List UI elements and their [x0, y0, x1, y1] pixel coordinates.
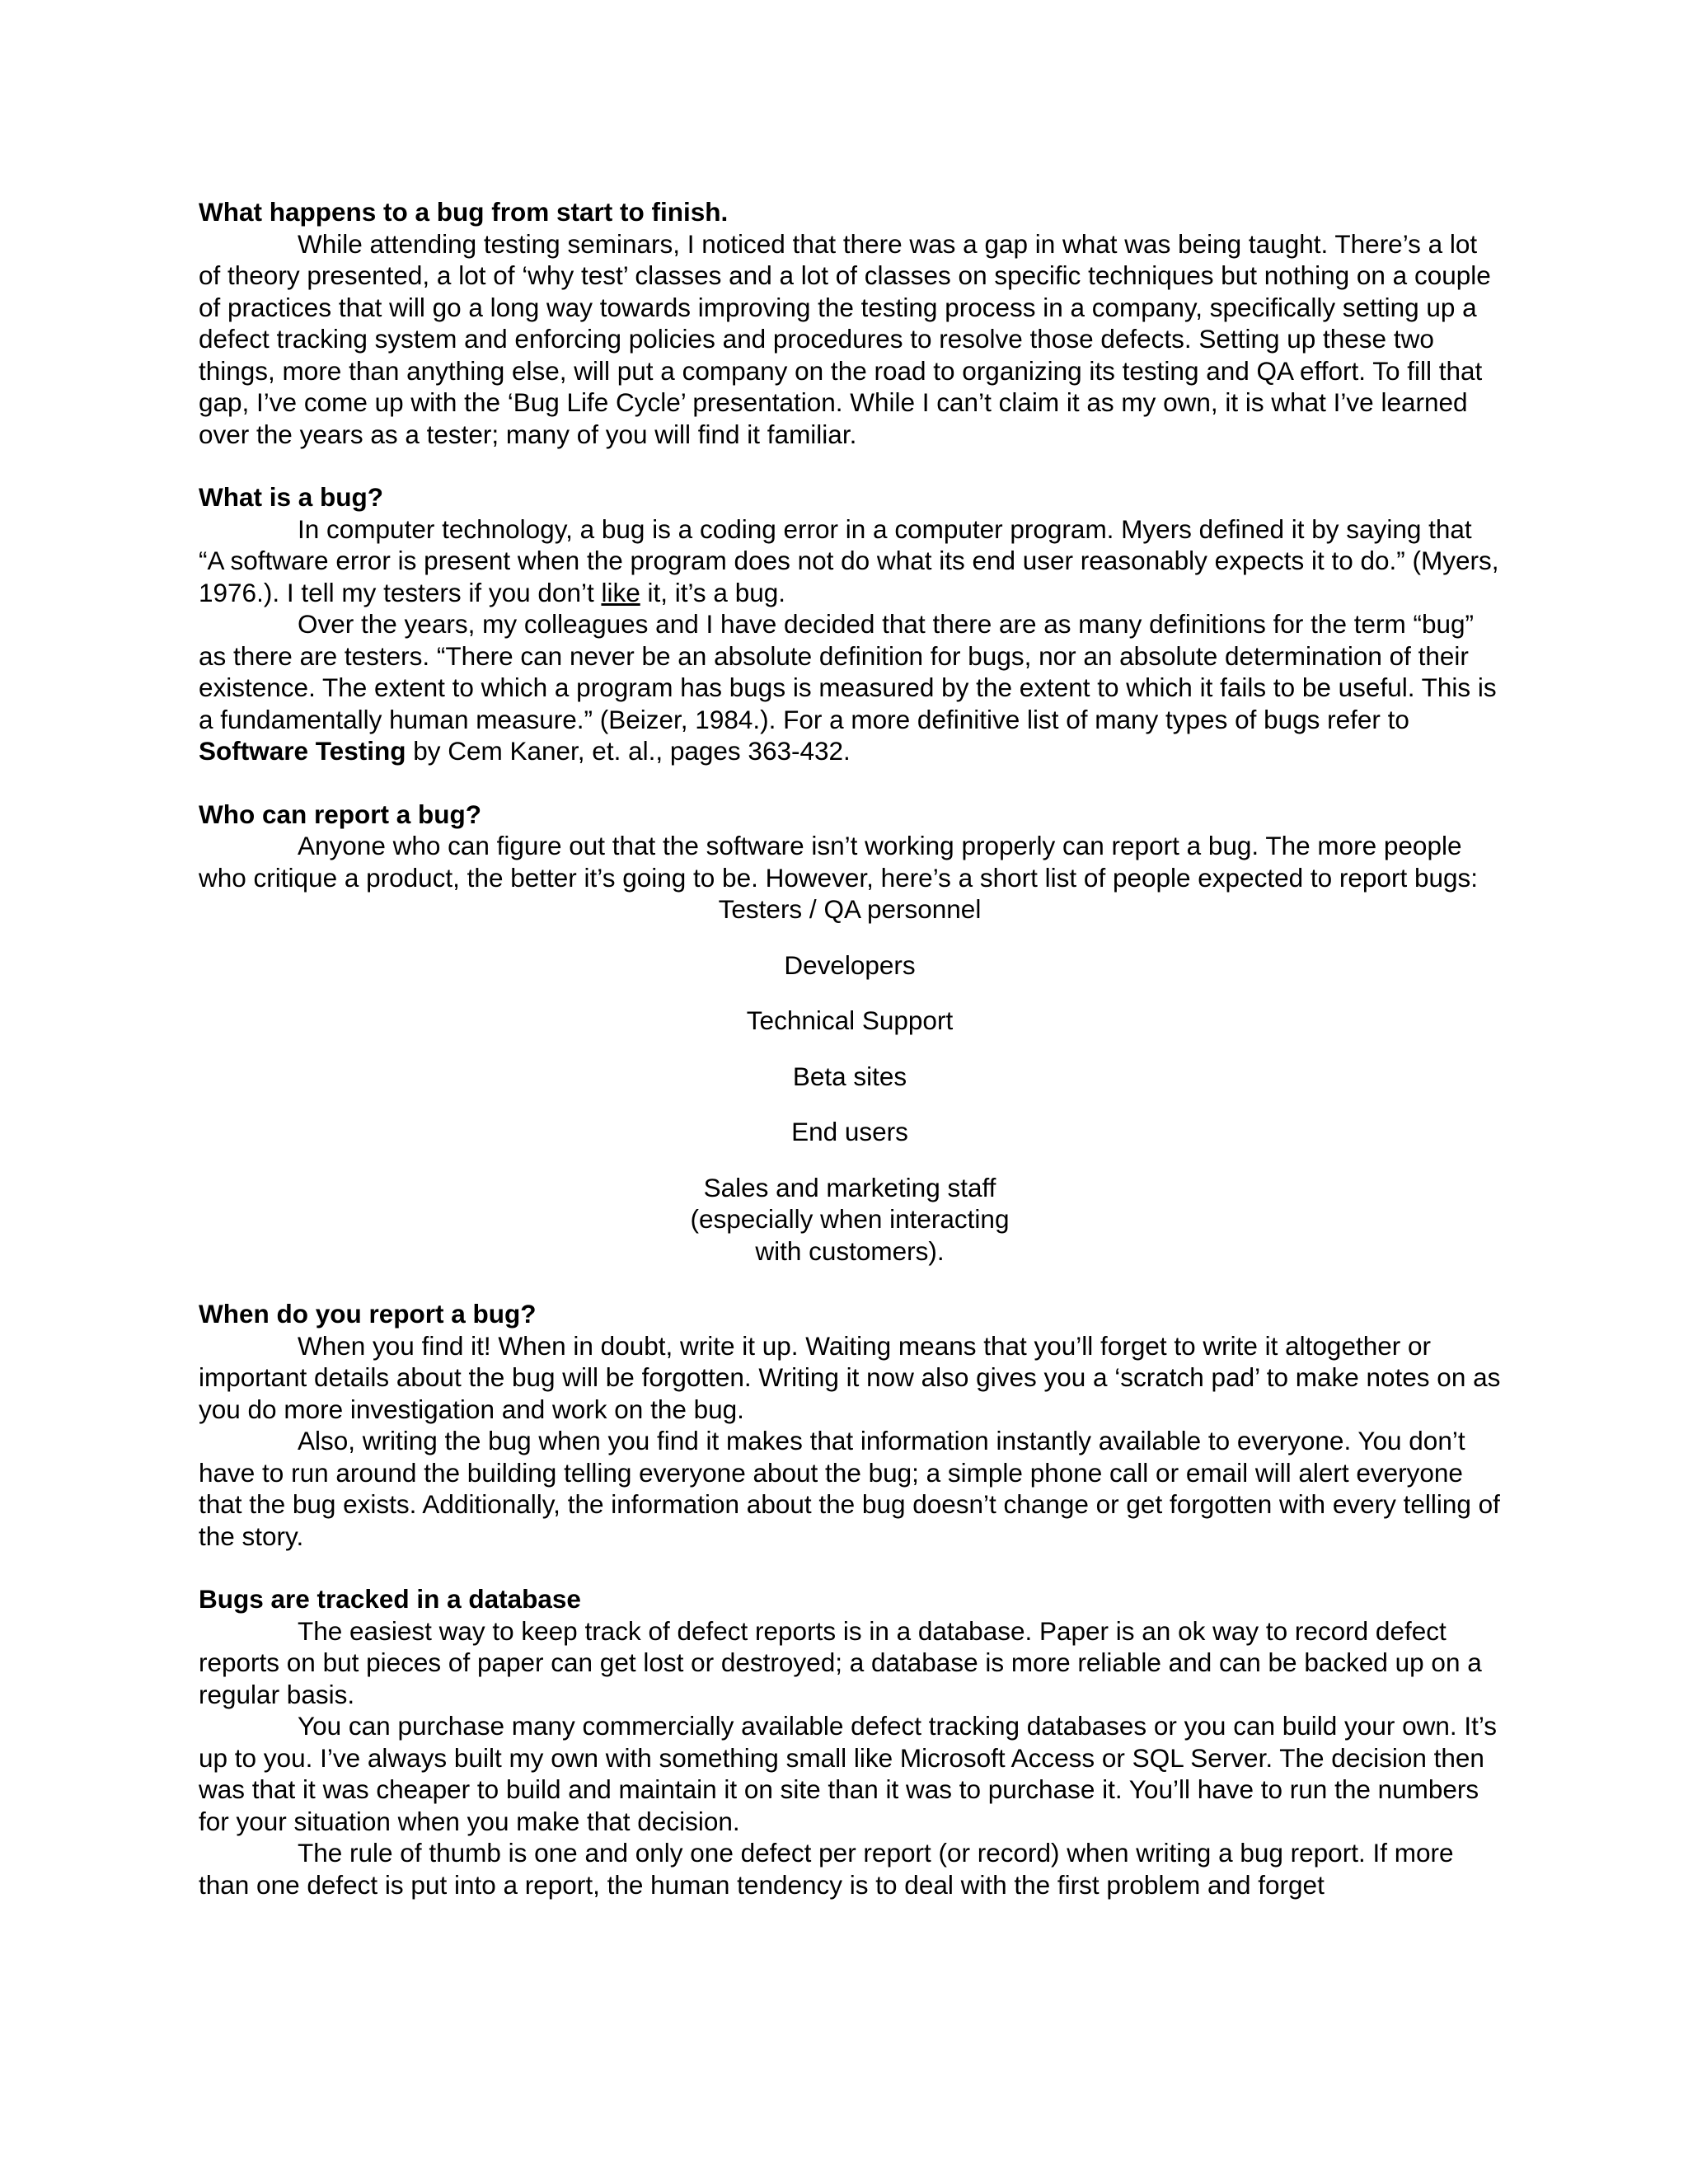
paragraph-text: it, it’s a bug. [640, 577, 785, 607]
book-title: Software Testing [199, 736, 406, 766]
section-heading: When do you report a bug? [199, 1299, 537, 1329]
paragraph-text: In computer technology, a bug is a coding error in a computer program. Myers defined it by saying that “A software error is present when the program does not do what its end user reasonably expects it to do.” (Myers, 1976.). I tell my testers if you don’t [199, 513, 1499, 607]
underlined-word: like [601, 577, 640, 607]
paragraph-text: Over the years, my colleagues and I have decided that there are as many definitions for the term “bug” as there are testers. “There can never be an absolute definition for bugs, nor an absolute determination of their existence. The extent to which a program has bugs is measured by the extent to which it fails to be useful. This is a fundamentally human measure.” (Beizer, 1984.). For a more definitive list of many types of bugs refer to [199, 609, 1497, 734]
paragraph: While attending testing seminars, I noticed that there was a gap in what was being taught. There’s a lot of theory presented, a lot of ‘why test’ classes and a lot of classes on specific techniques but nothing on a couple of practices that will go a long way towards improving the testing process in a company, specifically setting up a defect tracking system and enforcing policies and procedures to resolve those defects. Setting up these two things, more than anything else, will put a company on the road to organizing its testing and QA effort. To fill that gap, I’ve come up with the ‘Bug Life Cycle’ presentation. While I can’t claim it as my own, it is what I’ve learned over the years as a tester; many of you will find it familiar. [199, 228, 1491, 449]
section-what-is-a-bug [199, 481, 1501, 767]
section-heading: Bugs are tracked in a database [199, 1584, 581, 1614]
section-heading: What is a bug? [199, 482, 383, 512]
section-database [199, 1583, 1501, 1900]
section-bug-lifecycle [199, 196, 1501, 450]
section-heading: What happens to a bug from start to finish. [199, 197, 729, 227]
list-item: Beta sites [792, 1061, 907, 1091]
list-item: Testers / QA personnel [718, 894, 982, 924]
section-heading: Who can report a bug? [199, 799, 481, 829]
paragraph [199, 513, 1501, 609]
list-item: Developers [784, 949, 916, 980]
reporter-list [199, 893, 1501, 1267]
list-item: End users [791, 1117, 908, 1146]
paragraph: The rule of thumb is one and only one defect per report (or record) when writing a bug report. If more than one defect is put into a report, the human tendency is to deal with the first problem and forget [199, 1838, 1454, 1900]
section-who-can-report [199, 799, 1501, 1268]
paragraph: When you find it! When in doubt, write it up. Waiting means that you’ll forget to write it altogether or important details about the bug will be forgotten. Writing it now also gives you a ‘scratch pad’ to make notes on as you do more investigation and work on the bug. [199, 1330, 1501, 1424]
paragraph-text: by Cem Kaner, et. al., pages 363-432. [406, 736, 851, 766]
list-item: Technical Support [746, 1005, 954, 1035]
paragraph: Anyone who can figure out that the software isn’t working properly can report a bug. The more people who critique a product, the better it’s going to be. However, here’s a short list of people expected to report bugs: [199, 831, 1479, 893]
list-item: Sales and marketing staff (especially when interacting with customers). [690, 1172, 1010, 1266]
paragraph [199, 608, 1501, 767]
paragraph: Also, writing the bug when you find it makes that information instantly available to everyone. You don’t have to run around the building telling everyone about the bug; a simple phone call or email will alert everyone that the bug exists. Additionally, the information about the bug doesn’t change or get forgotten with every telling of the story. [199, 1426, 1500, 1551]
paragraph: The easiest way to keep track of defect reports is in a database. Paper is an ok way to record defect reports on but pieces of paper can get lost or destroyed; a database is more reliable and can be backed up on a regular basis. [199, 1615, 1482, 1709]
document-page [199, 196, 1501, 1900]
paragraph: You can purchase many commercially available defect tracking databases or you can build your own. It’s up to you. I’ve always built my own with something small like Microsoft Access or SQL Server. The decision then was that it was cheaper to build and maintain it on site than it was to purchase it. You’ll have to run the numbers for your situation when you make that decision. [199, 1711, 1498, 1836]
section-when-to-report [199, 1298, 1501, 1552]
